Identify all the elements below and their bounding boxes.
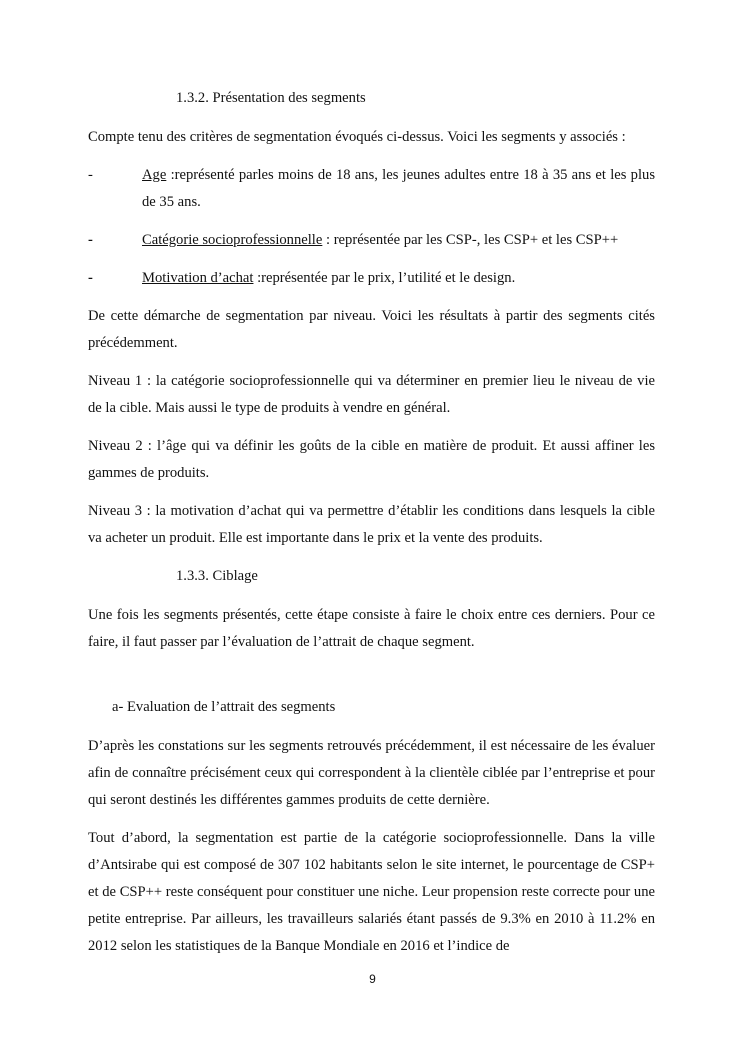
bullet-description: : représentée par les CSP-, les CSP+ et les CSP++ <box>322 232 619 248</box>
vertical-spacer <box>88 667 655 694</box>
paragraph-demarche: De cette démarche de segmentation par niveau. Voici les résultats à partir des segments cités précédemment. <box>88 308 655 351</box>
bullet-term: Catégorie socioprofessionnelle <box>142 232 323 248</box>
bullet-description: :représentée par le prix, l’utilité et le design. <box>253 270 516 286</box>
document-page <box>88 85 655 971</box>
bullet-dash: - <box>88 232 93 248</box>
section-heading-1-3-3: 1.3.3. Ciblage <box>176 568 258 584</box>
paragraph-segments-intro: Compte tenu des critères de segmentation évoqués ci-dessus. Voici les segments y associés : <box>88 129 626 145</box>
subsection-heading-a: a- Evaluation de l’attrait des segments <box>112 699 336 715</box>
section-heading-1-3-2: 1.3.2. Présentation des segments <box>176 90 366 106</box>
paragraph-niveau-3: Niveau 3 : la motivation d’achat qui va permettre d’établir les conditions dans lesquels la cible va acheter un produit. Elle est importante dans le prix et la vente des produits. <box>88 503 655 546</box>
bullet-item-motivation <box>88 265 655 292</box>
paragraph-evaluation-1: D’après les constations sur les segments retrouvés précédemment, il est nécessaire de les évaluer afin de connaître précisément ceux qui correspondent à la clientèle ciblée par l’entreprise et pour qui seront destinés les différentes gammes produits de cette dernière. <box>88 738 655 808</box>
bullet-text <box>142 227 655 254</box>
bullet-dash: - <box>88 167 93 183</box>
bullet-term: Motivation d’achat <box>142 270 254 286</box>
bullet-text <box>142 265 655 292</box>
paragraph-niveau-1: Niveau 1 : la catégorie socioprofessionnelle qui va déterminer en premier lieu le niveau de vie de la cible. Mais aussi le type de produits à vendre en général. <box>88 373 655 416</box>
bullet-text <box>142 162 655 216</box>
bullet-term: Age <box>142 167 167 183</box>
page-number: 9 <box>369 972 376 986</box>
bullet-item-age <box>88 162 655 216</box>
paragraph-evaluation-2: Tout d’abord, la segmentation est partie de la catégorie socioprofessionnelle. Dans la ville d’Antsirabe qui est composé de 307 102 habitants selon le site internet, le pourcentage de CSP+ et de CSP++ reste conséquent pour constituer une niche. Leur propension reste correcte pour une petite entreprise. Par ailleurs, les travailleurs salariés étant passés de 9.3% en 2010 à 11.2% en 2012 selon les statistiques de la Banque Mondiale en 2016 et l’indice de <box>88 830 655 954</box>
bullet-dash: - <box>88 270 93 286</box>
bullet-description: :représenté parles moins de 18 ans, les jeunes adultes entre 18 à 35 ans et les plus de 35 ans. <box>142 167 655 210</box>
paragraph-niveau-2: Niveau 2 : l’âge qui va définir les goûts de la cible en matière de produit. Et aussi affiner les gammes de produits. <box>88 438 655 481</box>
bullet-item-csp <box>88 227 655 254</box>
paragraph-ciblage-intro: Une fois les segments présentés, cette étape consiste à faire le choix entre ces derniers. Pour ce faire, il faut passer par l’évaluation de l’attrait de chaque segment. <box>88 607 655 650</box>
